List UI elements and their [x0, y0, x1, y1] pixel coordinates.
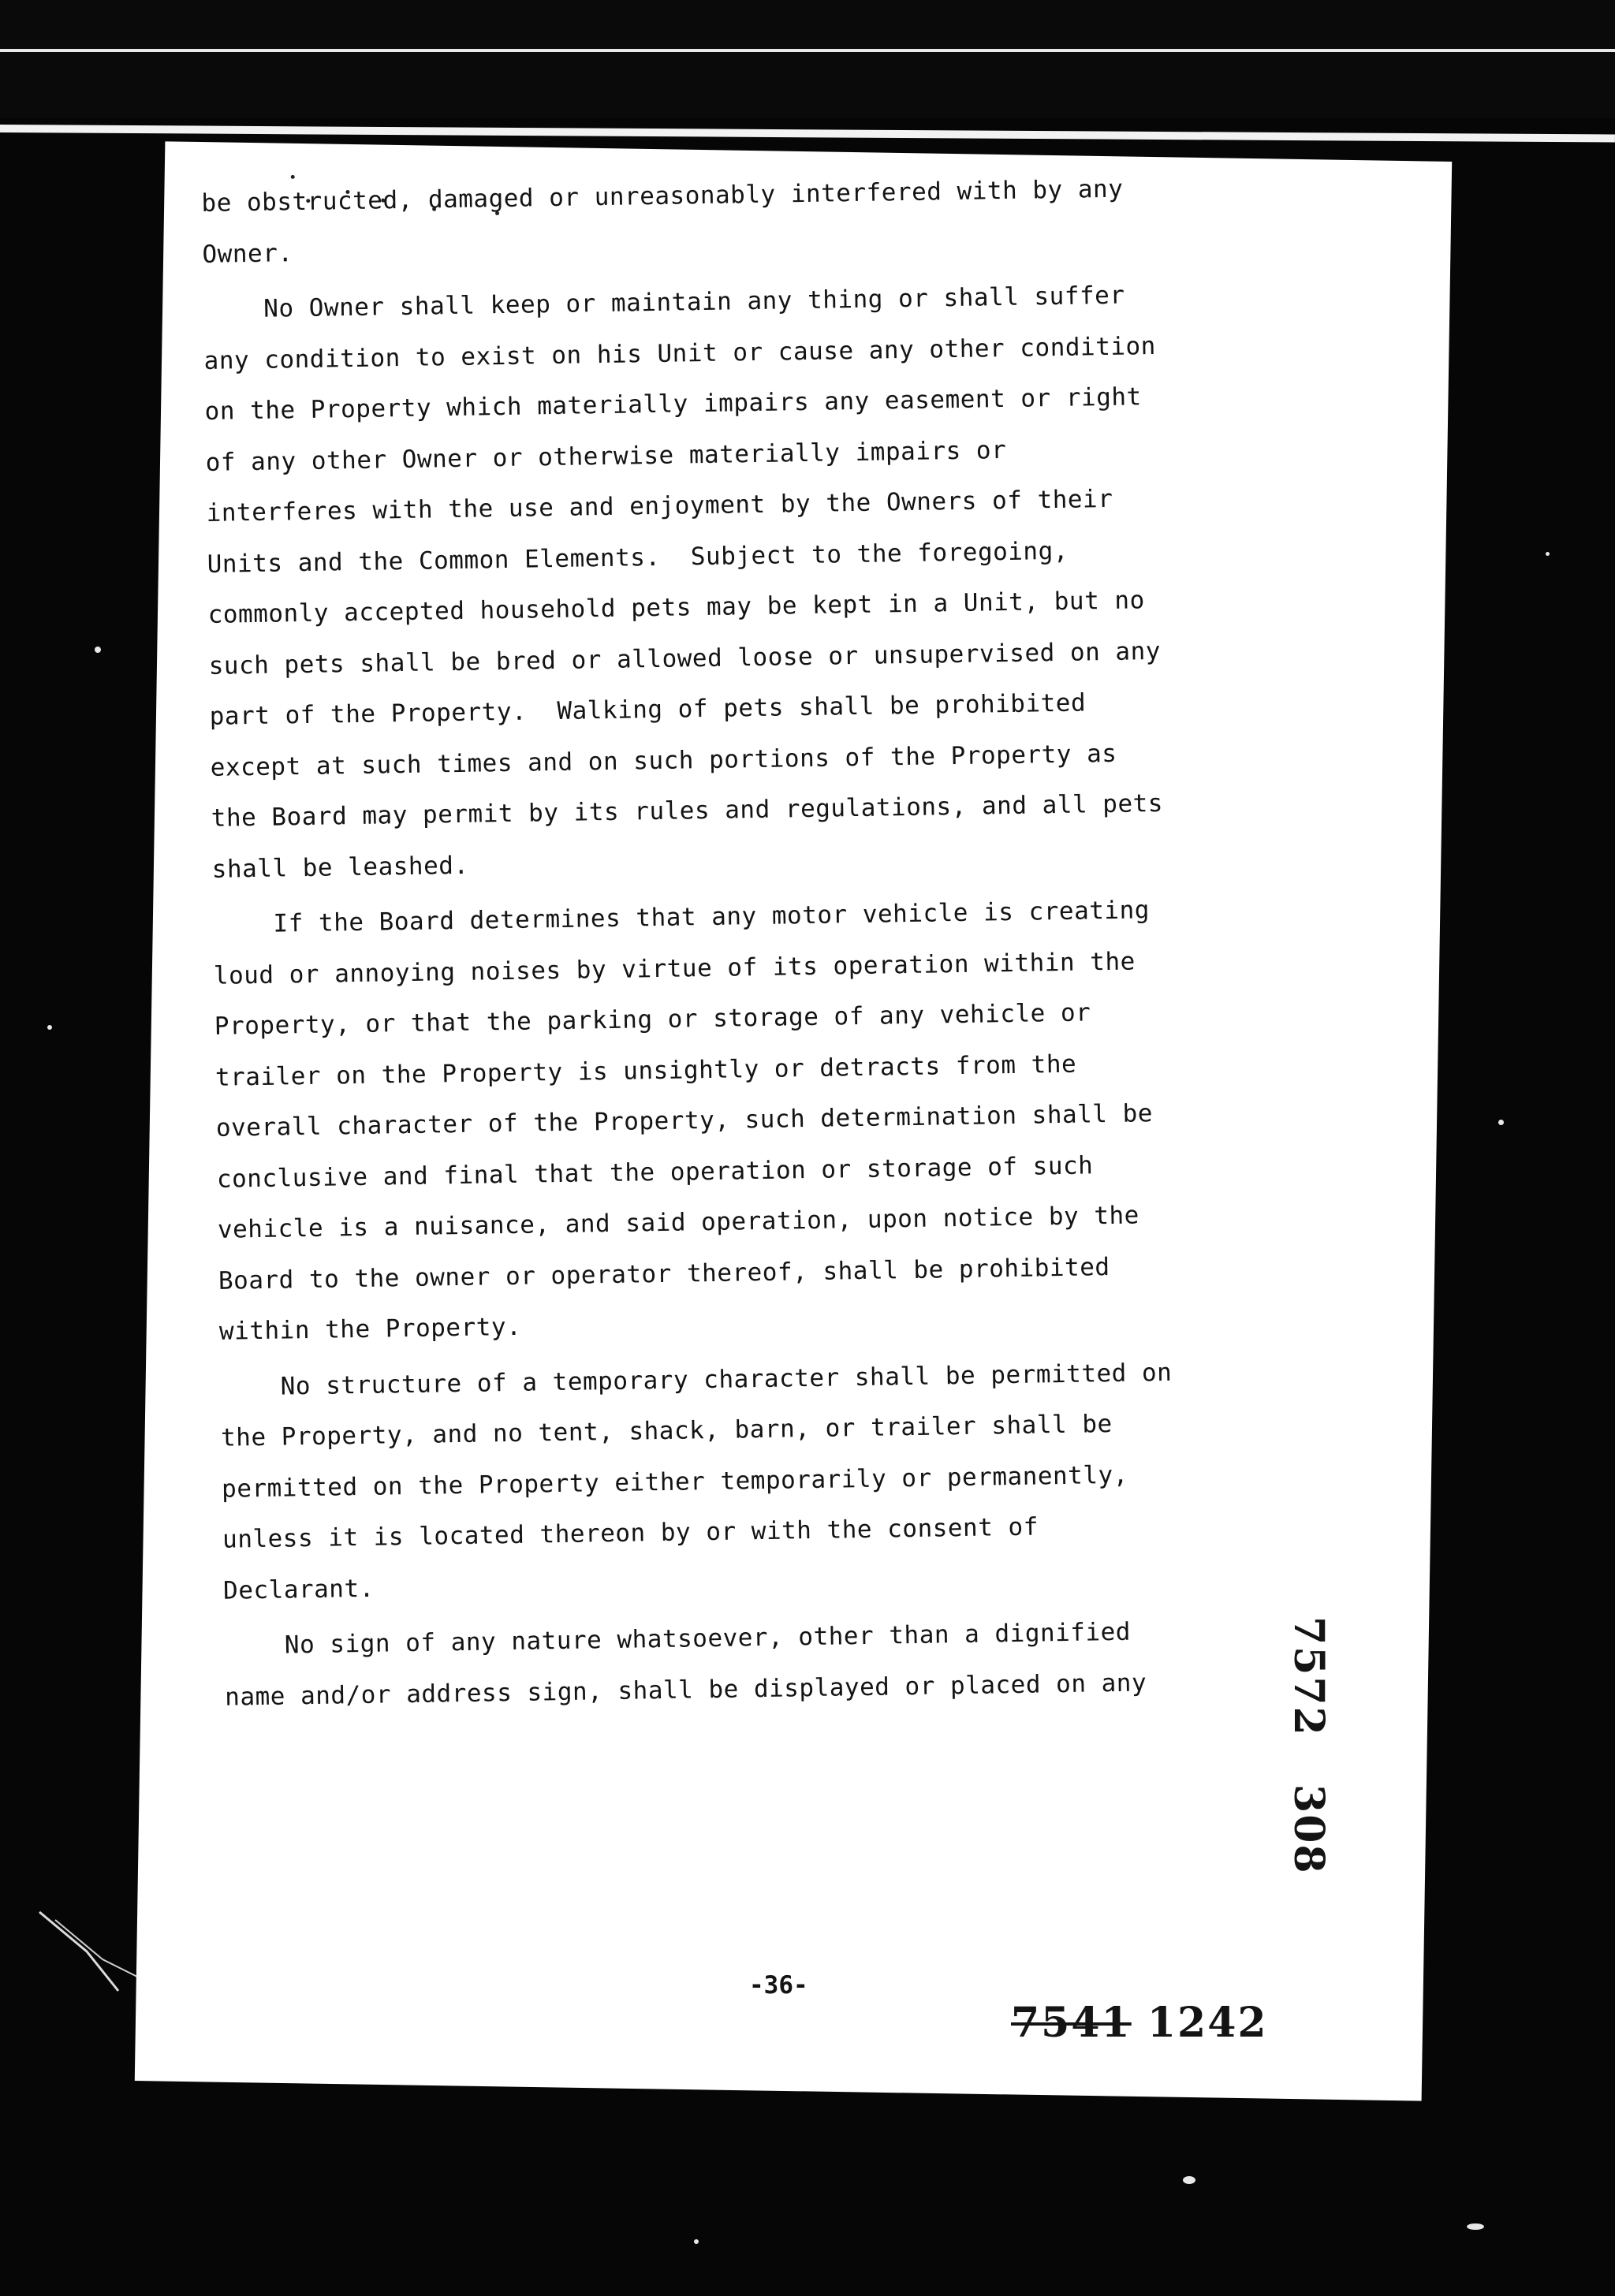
- paragraph: [203, 267, 1332, 895]
- text-line: Declarant.: [222, 1574, 375, 1605]
- recording-stamp-number: 1242: [1147, 1999, 1268, 2047]
- scan-scratch-mark: [32, 1904, 150, 1999]
- paragraph: [201, 161, 1322, 280]
- text-line: any condition to exist on his Unit or cause any other condition: [203, 331, 1157, 375]
- recording-stamp-struck-number: 7541: [1011, 1999, 1132, 2047]
- text-line: part of the Property. Walking of pets shall be prohibited: [209, 688, 1087, 731]
- scan-noise: [95, 647, 101, 653]
- text-line: Board to the owner or operator thereof, shall be prohibited: [218, 1252, 1110, 1295]
- document-body-text: [201, 161, 1345, 1723]
- text-line: trailer on the Property is unsightly or detracts from the: [214, 1049, 1077, 1092]
- paragraph: [224, 1603, 1345, 1722]
- text-line: Owner.: [202, 238, 293, 269]
- scan-noise: [694, 2239, 699, 2244]
- text-line: If the Board determines that any motor vehicle is creating: [212, 896, 1151, 939]
- scan-noise: [1183, 2176, 1195, 2184]
- recording-stamp-bottom: [1011, 1999, 1268, 2047]
- page-number: -36-: [749, 1971, 808, 2000]
- text-line: such pets shall be bred or allowed loose or unsupervised on any: [208, 636, 1162, 680]
- text-line: Property, or that the parking or storage of any vehicle or: [214, 998, 1091, 1041]
- text-line: on the Property which materially impairs any easement or right: [204, 382, 1142, 426]
- scan-noise: [1467, 2223, 1484, 2230]
- scan-top-rule: [0, 49, 1615, 52]
- text-line: shall be leashed.: [211, 851, 469, 884]
- text-line: overall character of the Property, such determination shall be: [215, 1099, 1154, 1142]
- recording-stamp-side: 7572 308: [1285, 1616, 1333, 1875]
- scan-top-strip: [0, 0, 1615, 118]
- paragraph: [220, 1344, 1344, 1616]
- text-line: unless it is located thereon by or with the consent of: [222, 1512, 1039, 1554]
- text-line: interferes with the use and enjoyment by the Owners of their: [206, 484, 1113, 527]
- text-line: permitted on the Property either temporarily or permanently,: [221, 1460, 1129, 1504]
- text-line: within the Property.: [218, 1312, 522, 1346]
- text-line: be obstructed, damaged or unreasonably interfered with by any: [201, 174, 1124, 218]
- text-line: the Property, and no tent, shack, barn, or trailer shall be: [220, 1410, 1113, 1452]
- scan-noise: [1546, 552, 1550, 556]
- text-line: name and/or address sign, shall be displayed or placed on any: [224, 1668, 1147, 1712]
- scan-noise: [1498, 1120, 1504, 1125]
- text-line: of any other Owner or otherwise materially impairs or: [205, 435, 1007, 477]
- text-line: loud or annoying noises by virtue of its operation within the: [213, 947, 1136, 990]
- text-line: No sign of any nature whatsoever, other than a dignified: [223, 1617, 1132, 1660]
- text-line: the Board may permit by its rules and regulations, and all pets: [211, 788, 1164, 833]
- text-line: commonly accepted household pets may be kept in a Unit, but no: [207, 586, 1145, 629]
- text-line: except at such times and on such portions of the Property as: [210, 739, 1117, 782]
- text-line: vehicle is a nuisance, and said operation, upon notice by the: [217, 1201, 1140, 1244]
- text-line: No Owner shall keep or maintain any thing or shall suffer: [203, 281, 1125, 324]
- text-line: conclusive and final that the operation or storage of such: [216, 1150, 1094, 1194]
- scan-noise: [47, 1025, 52, 1030]
- text-line: Units and the Common Elements. Subject to the foregoing,: [207, 536, 1069, 579]
- paragraph: [212, 882, 1339, 1358]
- text-line: No structure of a temporary character shall be permitted on: [219, 1358, 1173, 1402]
